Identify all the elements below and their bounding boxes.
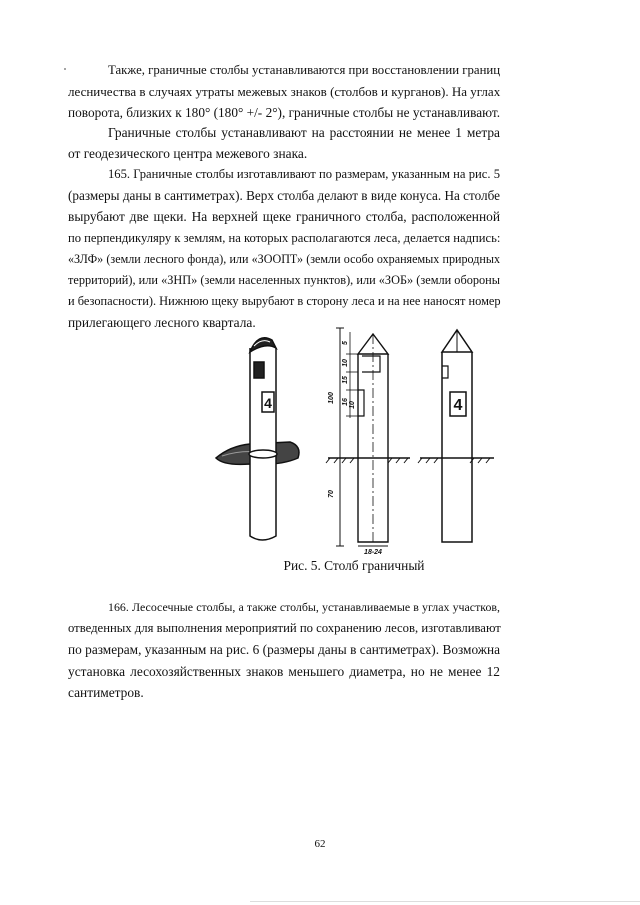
figure-caption-text: Рис. 5. Столб граничный [283,558,425,573]
text-line: Граничные столбы устанавливают на расстоянии не менее 1 метра [108,125,500,140]
dimension-a: 10 [342,359,349,367]
paragraph-boundary-posts-loss [68,60,501,124]
dimension-diameter: 18-24 [364,549,382,556]
text-line: территорий), или «ЗНП» (земли населенных пунктов), или «ЗОБ» (земли обороны [68,273,500,288]
text-line: лесничества в случаях утраты межевых знаков (столбов и курганов). На углах [68,84,501,100]
text-line: от геодезического центра межевого знака. [68,146,308,162]
dimension-total: 100 [328,392,335,404]
dimension-e: 10 [349,401,356,409]
scan-edge-line [250,901,640,902]
post-number-right: 4 [453,397,463,414]
dimension-buried: 70 [328,490,335,498]
text-line: по размерам, указанным на рис. 6 (размеры даны в сантиметрах). Возможна [68,642,500,658]
outline-post [418,330,494,542]
perspective-post [216,338,299,540]
page-number: 62 [314,838,326,850]
text-line: Также, граничные столбы устанавливаются при восстановлении границ [108,63,501,77]
dimension-top: 5 [342,341,349,345]
text-line: 166. Лесосечные столбы, а также столбы, устанавливаемые в углах участков, [108,600,500,614]
text-line: прилегающего лесного квартала. [68,315,256,331]
text-line: установка лесохозяйственных знаков меньшего диаметра, но не менее 12 [68,663,500,679]
dimensioned-post [326,328,410,546]
dimension-b: 15 [342,376,349,384]
text-line: (размеры даны в сантиметрах). Верх столба делают в виде конуса. На столбе [68,188,500,204]
figure-caption [0,558,640,574]
text-line: сантиметров. [68,684,144,700]
scan-speck [64,68,66,70]
text-line: 165. Граничные столбы изготавливают по размерам, указанным на рис. 5 [108,167,500,181]
text-line: по перпендикуляру к землям, на которых располагаются леса, делается надпись: [68,230,501,245]
text-line: вырубают две щеки. На верхней щеке граничного столба, расположенной [68,209,500,225]
paragraph-distance [68,122,500,164]
paragraph-165 [68,164,501,334]
text-line: поворота, близких к 180° (180° +/- 2°), граничные столбы не устанавливают. [68,105,501,121]
paragraph-166 [68,597,501,703]
boundary-post-figure [210,322,500,558]
text-line: «ЗЛФ» (земли лесного фонда), или «ЗООПТ» (земли особо охраняемых природных [68,251,500,266]
text-line: отведенных для выполнения мероприятий по сохранению лесов, изготавливают [68,621,501,636]
post-number-left: 4 [264,395,272,411]
text-line: и безопасности). Нижнюю щеку вырубают в сторону леса и на нее наносят номер [68,294,501,309]
boundary-post-drawing [210,322,500,558]
dimension-d: 16 [342,398,349,406]
